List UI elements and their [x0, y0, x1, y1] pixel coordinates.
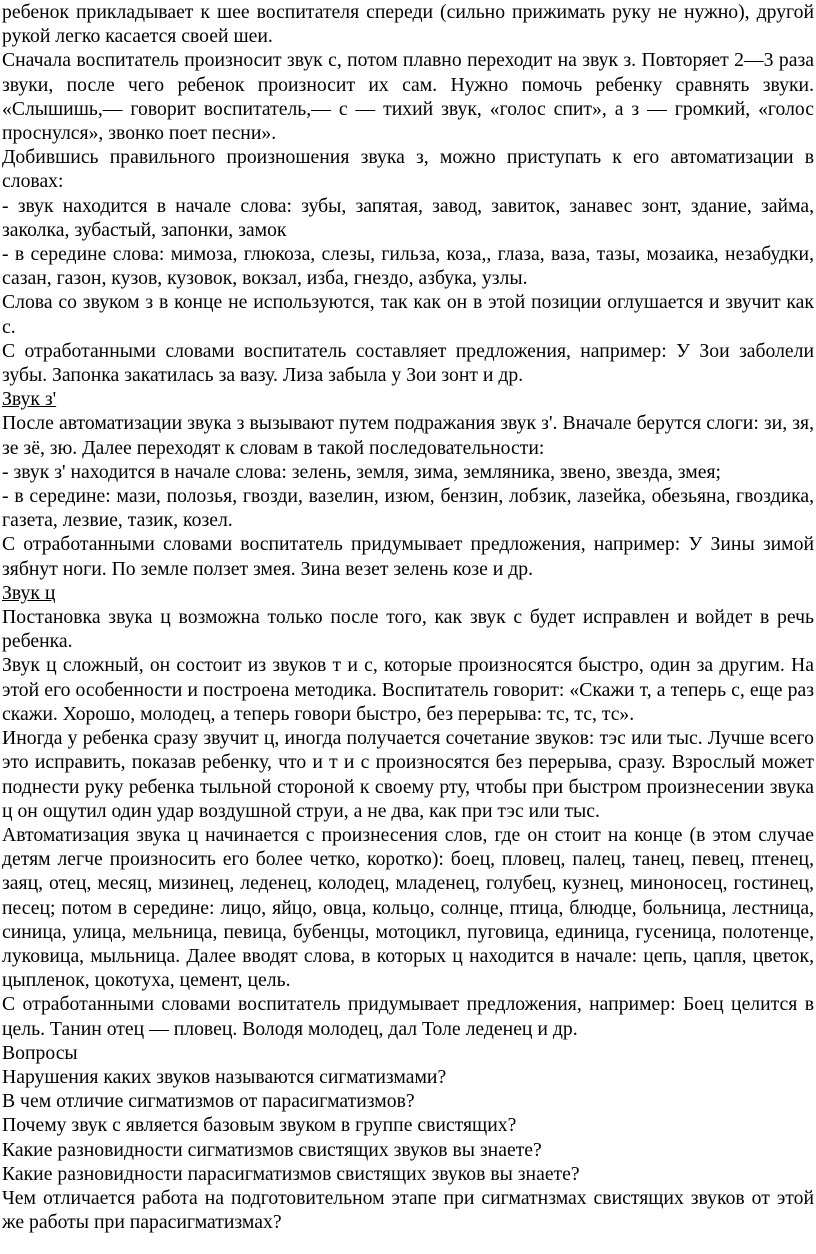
- section-heading-z-soft: Звук з': [2, 388, 57, 411]
- paragraph-z-automation-intro: Добившись правильного произношения звука з, можно приступать к его автоматизации в словах:: [2, 146, 814, 193]
- question-item: Какие разновидности парасигматизмов свистящих звуков вы знаете?: [2, 1162, 580, 1185]
- paragraph-z-soft-medial-words: - в середине: мази, полозья, гвозди, вазелин, изюм, бензин, лобзик, лазейка, обезьяна, гвоздика, газета, лезвие, тазик, козел.: [2, 485, 814, 532]
- question-item: Почему звук с является базовым звуком в группе свистящих?: [2, 1114, 517, 1137]
- paragraph-intro-continuation: ребенок прикладывает к шее воспитателя спереди (сильно прижимать руку не нужно), другой рукой легко касается своей шеи.: [2, 1, 814, 48]
- question-item: Нарушения каких звуков называются сигматизмами?: [2, 1065, 447, 1088]
- paragraph-z-initial-words: - звук находится в начале слова: зубы, запятая, завод, завиток, занавес зонт, здание, займа, заколка, зубастый, запонки, замок: [2, 194, 814, 241]
- paragraph-ts-prerequisite: Постановка звука ц возможна только после того, как звук с будет исправлен и войдет в речь ребенка.: [2, 606, 814, 653]
- paragraph-z-sentences: С отработанными словами воспитатель составляет предложения, например: У Зои заболели зубы. Запонка закатилась за вазу. Лиза забыла у Зои зонт и др.: [2, 339, 814, 387]
- paragraph-z-soft-syllables: После автоматизации звука з вызывают путем подражания звук з'. Вначале берутся слоги: зи, зя, зе зё, зю. Далее переходят к словам в такой последовательности:: [2, 412, 814, 459]
- paragraph-z-soft-initial-words: - звук з' находится в начале слова: зелень, земля, зима, земляника, звено, звезда, змея;: [2, 460, 722, 483]
- paragraph-z-soft-sentences: С отработанными словами воспитатель придумывает предложения, например: У Зины зимой зябнут ноги. По земле ползет змея. Зина везет зелень козе и др.: [2, 533, 814, 580]
- paragraph-ts-automation-words: Автоматизация звука ц начинается с произнесения слов, где он стоит на конце (в этом случае детям легче произносить его более четко, коротко): боец, пловец, палец, танец, певец, птенец, заяц, отец, месяц, мизинец, леденец, колодец, младенец, голубец, кузнец, миноносец, гостинец, песец; потом в середине: лицо, яйцо, овца, кольцо, солнце, птица, блюдце, больница, лестница, синица, улица, мельница, певица, бубенцы, мотоцикл, пуговица, единица, гусеница, полотенце, луковица, мыльница. Далее вводят слова, в которых ц находится в начале: цепь, цапля, цветок, цыпленок, цокотуха, цемент, цель.: [2, 823, 814, 992]
- paragraph-z-final-note: Слова со звуком з в конце не используются, так как он в этой позиции оглушается и звучит как с.: [2, 291, 814, 338]
- question-item: В чем отличие сигматизмов от парасигматизмов?: [2, 1090, 415, 1113]
- questions-heading: Вопросы: [2, 1041, 78, 1064]
- paragraph-ts-method: Звук ц сложный, он состоит из звуков т и с, которые произносятся быстро, один за другим. На этой его особенности и построена методика. Воспитатель говорит: «Скажи т, а теперь с, еще раз скажи. Хорошо, молодец, а теперь говори быстро, без перерыва: тс, тс, тс».: [2, 654, 814, 725]
- paragraph-ts-correction: Иногда у ребенка сразу звучит ц, иногда получается сочетание звуков: тэс или тыс. Лучше всего это исправить, показав ребенку, что и т и с произносятся без перерыва, сразу. Взрослый может поднести руку ребенка тыльной стороной к своему рту, чтобы при быстром произнесении звука ц он ощутил один удар воздушной струи, а не два, как при тэс или тыс.: [2, 727, 814, 822]
- paragraph-z-medial-words: - в середине слова: мимоза, глюкоза, слезы, гильза, коза,, глаза, ваза, тазы, мозаика, незабудки, сазан, газон, кузов, кузовок, вокзал, изба, гнездо, азбука, узлы.: [2, 243, 814, 290]
- question-item: Какие разновидности сигматизмов свистящих звуков вы знаете?: [2, 1138, 542, 1161]
- question-item: Чем отличается работа на подготовительном этапе при сигматнзмах свистящих звуков от этой же работы при парасигматизмах?: [2, 1186, 814, 1234]
- paragraph-ts-sentences: С отработанными словами воспитатель придумывает предложения, например: Боец целится в цель. Танин отец — пловец. Володя молодец, дал Толе леденец и др.: [2, 993, 814, 1040]
- section-heading-ts: Звук ц: [2, 581, 56, 604]
- paragraph-s-to-z-transition: Сначала воспитатель произносит звук с, потом плавно переходит на звук з. Повторяет 2—3 раза звуки, после чего ребенок произносит их сам. Нужно помочь ребенку сравнять звуки. «Слышишь,— говорит воспитатель,— с — тихий звук, «голос спит», а з — громкий, «голос проснулся», звонко поет песни».: [2, 49, 814, 145]
